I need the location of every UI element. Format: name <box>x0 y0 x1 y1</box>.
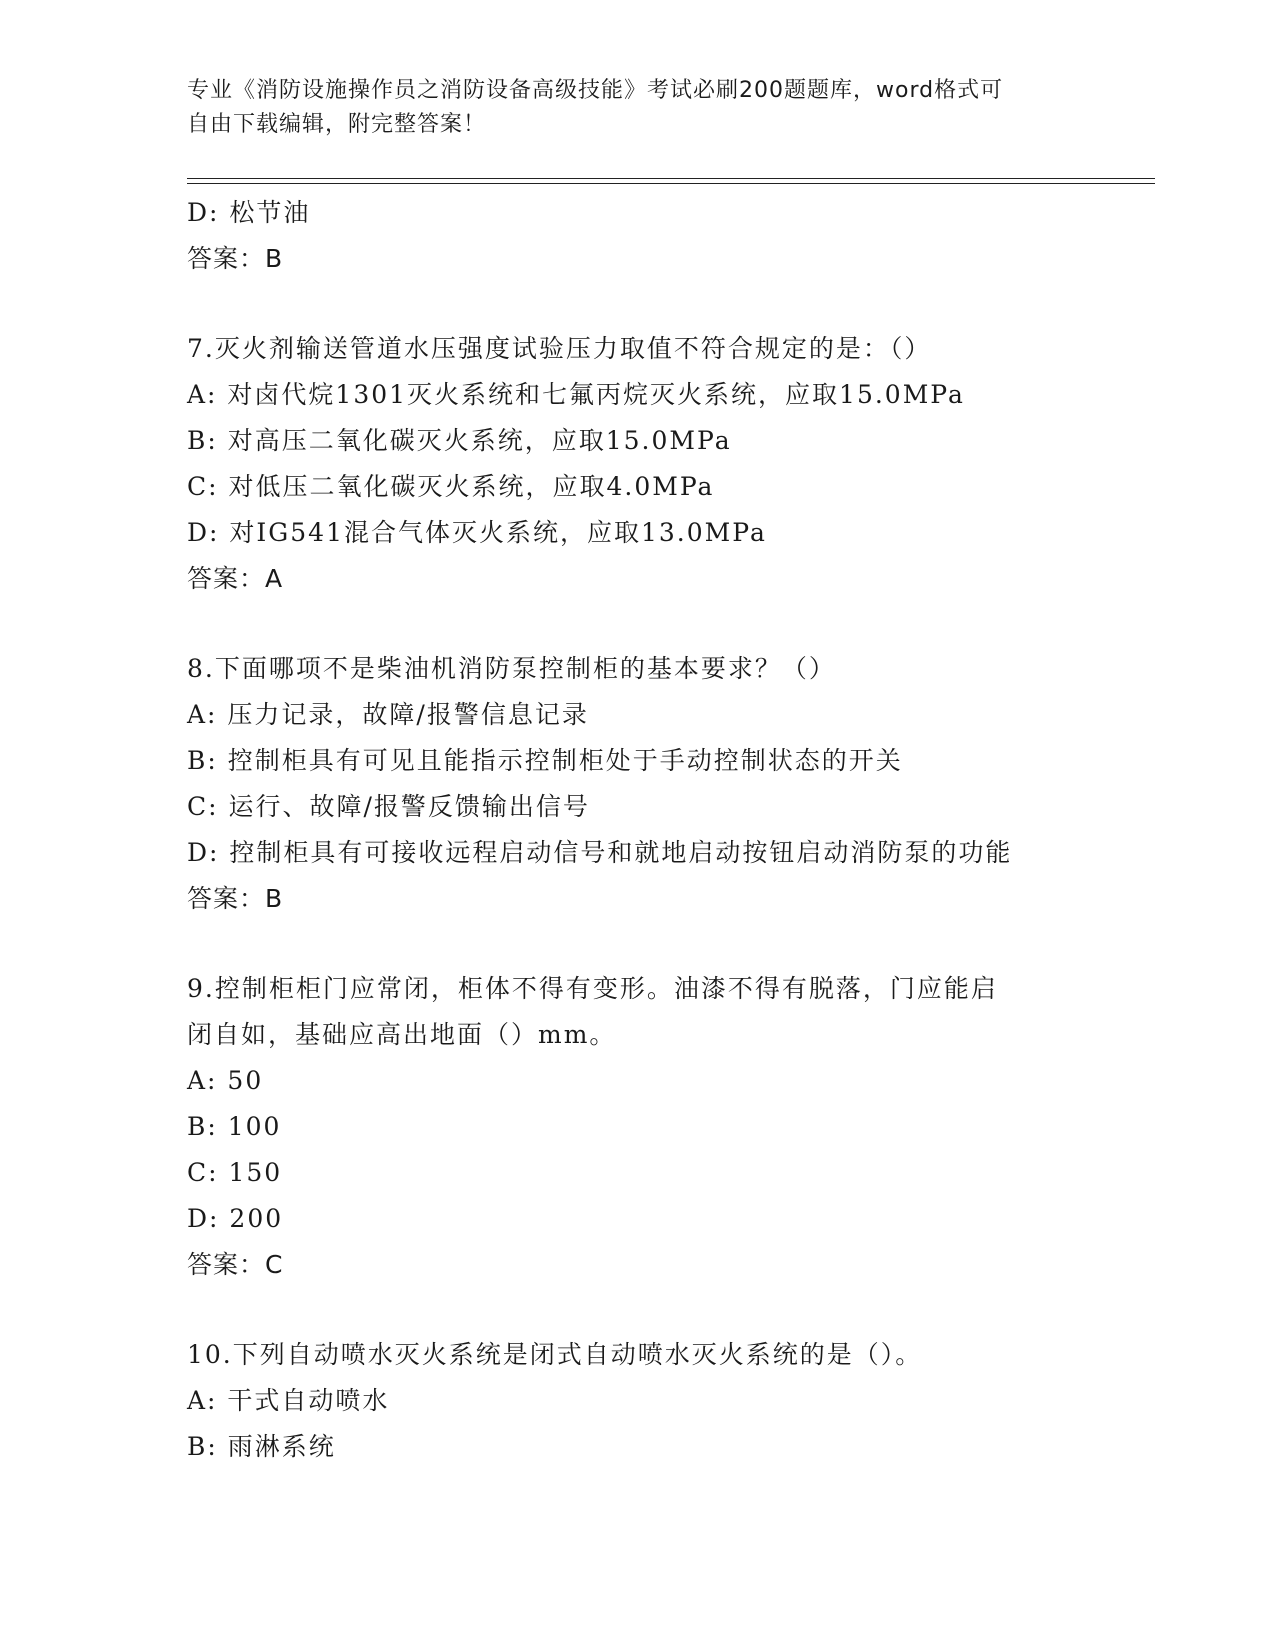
question-title-line-2: 闭自如，基础应高出地面（）mm。 <box>187 1020 617 1049</box>
question-title: 7.灭火剂输送管道水压强度试验压力取值不符合规定的是：（） <box>187 334 932 363</box>
option-b: B: 控制柜具有可见且能指示控制柜处于手动控制状态的开关 <box>187 746 903 775</box>
question-title: 10.下列自动喷水灭火系统是闭式自动喷水灭火系统的是（）。 <box>187 1340 923 1369</box>
option-c: C: 150 <box>187 1158 283 1187</box>
answer: 答案：C <box>187 1250 284 1279</box>
option-a: A: 对卤代烷1301灭火系统和七氟丙烷灭火系统，应取15.0MPa <box>187 380 965 409</box>
header-divider-top <box>187 178 1155 179</box>
prev-option-d: D: 松节油 <box>187 198 311 227</box>
option-d: D: 200 <box>187 1204 284 1233</box>
option-b: B: 对高压二氧化碳灭火系统，应取15.0MPa <box>187 426 732 455</box>
option-c: C: 对低压二氧化碳灭火系统，应取4.0MPa <box>187 472 715 501</box>
prev-answer: 答案：B <box>187 244 284 273</box>
question-10 <box>187 1332 1127 1470</box>
option-c: C: 运行、故障/报警反馈输出信号 <box>187 792 590 821</box>
answer: 答案：A <box>187 564 284 593</box>
header-line-1: 专业《消防设施操作员之消防设备高级技能》考试必刷200题题库，word格式可 <box>187 78 1004 103</box>
option-b: B: 雨淋系统 <box>187 1432 336 1461</box>
header-line-2: 自由下载编辑，附完整答案！ <box>187 112 487 137</box>
question-title: 8.下面哪项不是柴油机消防泵控制柜的基本要求？（） <box>187 654 836 683</box>
header-divider-bottom <box>187 183 1155 184</box>
option-a: A: 压力记录，故障/报警信息记录 <box>187 700 589 729</box>
option-a: A: 干式自动喷水 <box>187 1386 390 1415</box>
question-title-line-1: 9.控制柜柜门应常闭，柜体不得有变形。油漆不得有脱落，门应能启 <box>187 974 998 1003</box>
option-b: B: 100 <box>187 1112 282 1141</box>
option-d: D: 对IG541混合气体灭火系统，应取13.0MPa <box>187 518 767 547</box>
question-list <box>187 190 1127 1470</box>
document-header <box>187 74 1067 142</box>
option-d: D: 控制柜具有可接收远程启动信号和就地启动按钮启动消防泵的功能 <box>187 838 1013 867</box>
question-8 <box>187 646 1127 922</box>
question-9 <box>187 966 1127 1288</box>
question-7 <box>187 326 1127 602</box>
option-a: A: 50 <box>187 1066 264 1095</box>
answer: 答案：B <box>187 884 284 913</box>
